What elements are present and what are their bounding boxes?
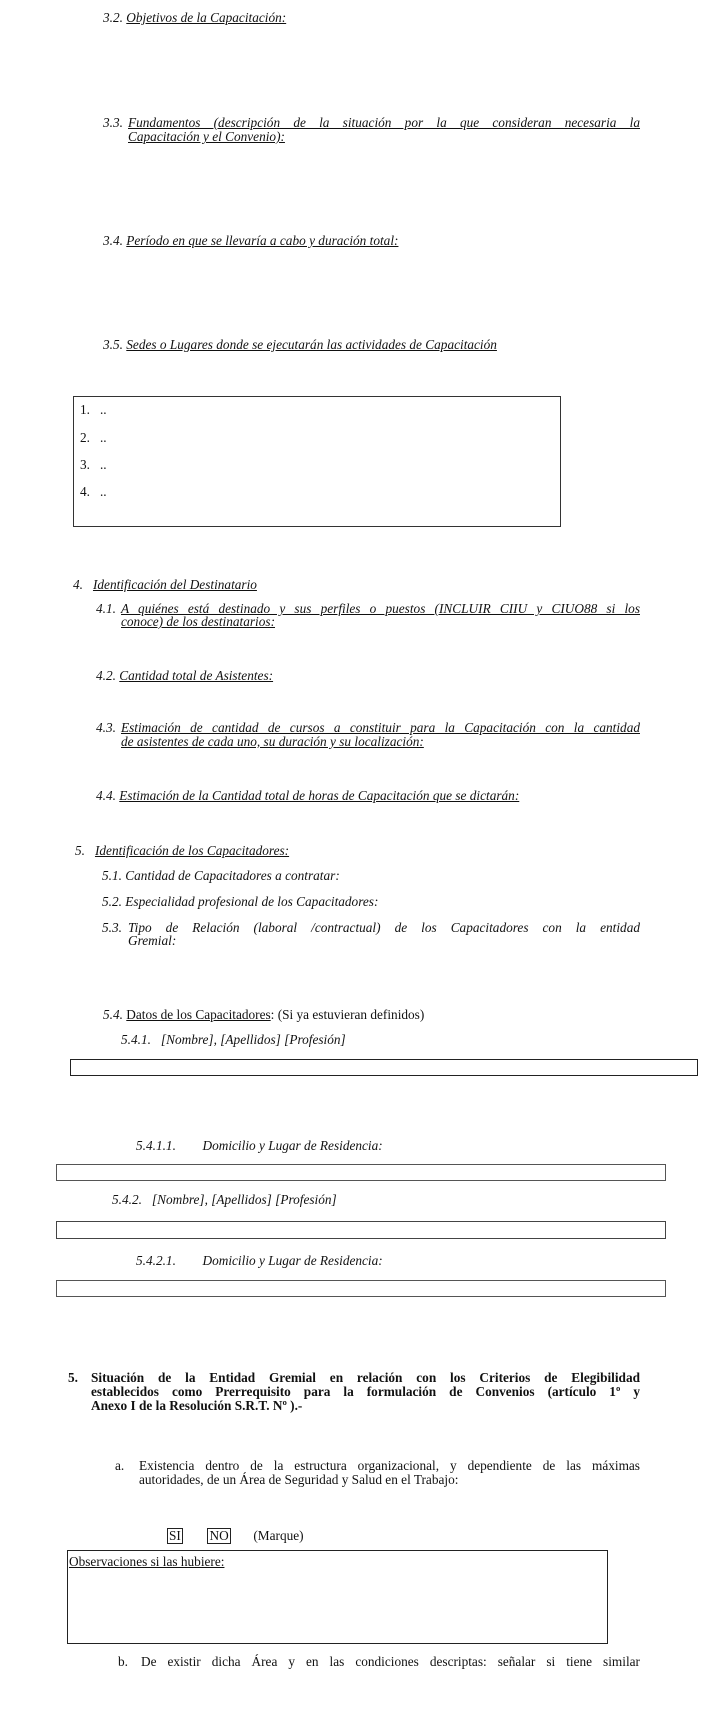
heading-title: Período en que se llevaría a cabo y duración total:	[126, 233, 399, 248]
capacitador-2-name-field[interactable]	[56, 1221, 666, 1239]
heading-number: 5.2.	[102, 894, 122, 909]
heading-5	[75, 843, 289, 858]
heading-number: 5.4.1.1.	[136, 1138, 176, 1153]
heading-number: 3.4.	[103, 233, 123, 248]
yes-checkbox[interactable]: SI	[169, 1528, 181, 1543]
heading-title: Identificación del Destinatario	[92, 577, 257, 592]
heading-title: [Nombre], [Apellidos] [Profesión]	[151, 1192, 337, 1207]
heading-5-4-1-1	[136, 1138, 383, 1153]
heading-title: Cantidad de Capacitadores a contratar:	[125, 868, 340, 883]
heading-5-3-number: 5.3.	[102, 920, 122, 935]
capacitador-1-address-field[interactable]	[56, 1164, 666, 1181]
list-item[interactable]	[80, 457, 107, 472]
heading-eligibility-number: 5.	[68, 1370, 78, 1385]
heading-number: 5.4.1.	[121, 1032, 151, 1047]
heading-title: Datos de los Capacitadores	[126, 1007, 271, 1022]
heading-4-1-line2: conoce) de los destinatarios:	[121, 614, 275, 629]
list-item[interactable]	[80, 484, 107, 499]
heading-eligibility-line3: Anexo I de la Resolución S.R.T. Nº ).-	[91, 1398, 303, 1413]
capacitador-2-address-field[interactable]	[56, 1280, 666, 1297]
heading-number: 5.4.2.1.	[136, 1253, 176, 1268]
heading-5-1	[102, 868, 340, 883]
heading-eligibility-line2: establecidos como Prerrequisito para la formulación de Convenios (artículo 1º y	[91, 1384, 640, 1399]
heading-4-3-line2: de asistentes de cada uno, su duración y su localización:	[121, 734, 424, 749]
list-item-number: 1.	[80, 402, 90, 417]
item-a-letter: a.	[115, 1458, 125, 1473]
heading-4-3-line1: Estimación de cantidad de cursos a constituir para la Capacitación con la cantidad	[121, 720, 640, 735]
list-item[interactable]	[80, 430, 107, 445]
heading-5-2	[102, 894, 378, 909]
heading-4-1-line1: A quiénes está destinado y sus perfiles o puestos (INCLUIR CIIU y CIUO88 si los	[121, 601, 640, 616]
heading-5-4-1	[121, 1032, 346, 1047]
observations-box[interactable]	[67, 1550, 608, 1644]
heading-title: [Nombre], [Apellidos] [Profesión]	[160, 1032, 346, 1047]
heading-title: Sedes o Lugares donde se ejecutarán las actividades de Capacitación	[126, 337, 497, 352]
list-item-number: 3.	[80, 457, 90, 472]
heading-3-3-line2: Capacitación y el Convenio):	[128, 129, 285, 144]
heading-number: 4.4.	[96, 788, 116, 803]
heading-number: 3.2.	[103, 10, 123, 25]
heading-title: Domicilio y Lugar de Residencia:	[202, 1253, 383, 1268]
list-item[interactable]	[80, 402, 107, 417]
capacitador-1-name-field[interactable]	[70, 1059, 698, 1076]
heading-number: 5.4.2.	[112, 1192, 142, 1207]
heading-number: 5.1.	[102, 868, 122, 883]
item-b-line1: De existir dicha Área y en las condiciones descriptas: señalar si tiene similar	[141, 1654, 640, 1669]
heading-suffix: : (Si ya estuvieran definidos)	[270, 1007, 425, 1022]
heading-4-1-number: 4.1.	[96, 601, 116, 616]
heading-5-3-line1: Tipo de Relación (laboral /contractual) de los Capacitadores con la entidad	[128, 920, 640, 935]
heading-3-5	[103, 337, 497, 352]
list-item-number: 4.	[80, 484, 90, 499]
heading-title: Objetivos de la Capacitación:	[126, 10, 287, 25]
yes-no-choice	[167, 1528, 304, 1544]
heading-title: Especialidad profesional de los Capacitadores:	[125, 894, 379, 909]
heading-title: Domicilio y Lugar de Residencia:	[202, 1138, 383, 1153]
mark-hint: (Marque)	[253, 1528, 304, 1543]
heading-4	[73, 577, 257, 592]
heading-title: Estimación de la Cantidad total de horas de Capacitación que se dictarán:	[119, 788, 520, 803]
heading-number: 4.2.	[96, 668, 116, 683]
no-checkbox[interactable]: NO	[209, 1528, 229, 1543]
heading-4-2	[96, 668, 273, 683]
heading-5-4	[103, 1007, 424, 1022]
heading-5-3-line2: Gremial:	[128, 933, 177, 948]
heading-number: 5.4.	[103, 1007, 123, 1022]
sedes-list-box[interactable]	[73, 396, 561, 527]
heading-4-4	[96, 788, 519, 803]
heading-5-4-2-1	[136, 1253, 383, 1268]
heading-title: Identificación de los Capacitadores:	[94, 843, 290, 858]
heading-number: 5.	[75, 843, 85, 858]
heading-title: Cantidad total de Asistentes:	[119, 668, 274, 683]
heading-number: 3.5.	[103, 337, 123, 352]
heading-3-2	[103, 10, 286, 25]
item-b-letter: b.	[118, 1654, 128, 1669]
heading-3-3-number: 3.3.	[103, 115, 123, 130]
list-item-value: ..	[99, 484, 107, 499]
item-a-line1: Existencia dentro de la estructura organizacional, y dependiente de las máximas	[139, 1458, 640, 1473]
list-item-number: 2.	[80, 430, 90, 445]
heading-number: 4.	[73, 577, 83, 592]
heading-5-4-2	[112, 1192, 337, 1207]
heading-4-3-number: 4.3.	[96, 720, 116, 735]
list-item-value: ..	[99, 430, 107, 445]
heading-3-3-line1: Fundamentos (descripción de la situación por la que consideran necesaria la	[128, 115, 640, 130]
observations-label: Observaciones si las hubiere:	[69, 1554, 225, 1569]
list-item-value: ..	[99, 402, 107, 417]
item-a-line2: autoridades, de un Área de Seguridad y Salud en el Trabajo:	[139, 1472, 459, 1487]
heading-3-4	[103, 233, 398, 248]
list-item-value: ..	[99, 457, 107, 472]
heading-eligibility-line1: Situación de la Entidad Gremial en relación con los Criterios de Elegibilidad	[91, 1370, 640, 1385]
